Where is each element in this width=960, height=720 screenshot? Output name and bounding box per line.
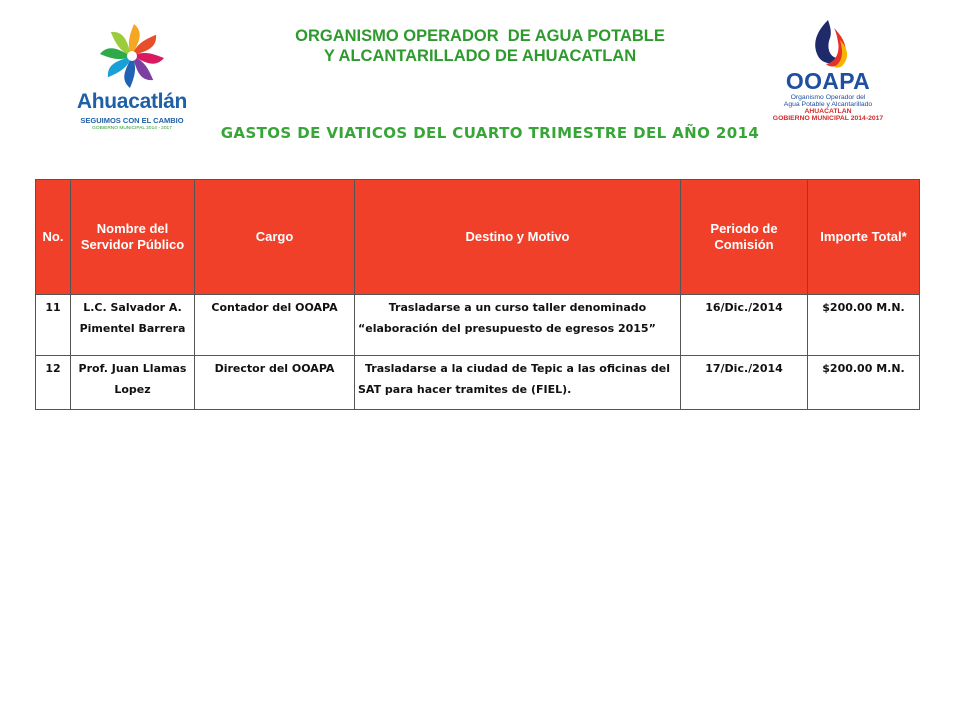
cell-importe: $200.00 M.N.	[808, 356, 920, 410]
ooapa-logo	[768, 18, 888, 122]
cell-cargo: Director del OOAPA	[195, 356, 355, 410]
cell-destino: Trasladarse a la ciudad de Tepic a las oficinas del SAT para hacer tramites de (FIEL).	[355, 356, 681, 410]
header-importe: Importe Total*	[808, 180, 920, 295]
viaticos-table	[35, 179, 920, 410]
cell-nombre: L.C. Salvador A. Pimentel Barrera	[71, 295, 195, 356]
header-periodo: Periodo de Comisión	[681, 180, 808, 295]
cell-nombre: Prof. Juan Llamas Lopez	[71, 356, 195, 410]
logo-left-tagline: SEGUIMOS CON EL CAMBIO	[80, 116, 184, 125]
header-cargo: Cargo	[195, 180, 355, 295]
title-line-2: Y ALCANTARILLADO DE AHUACATLAN	[323, 47, 637, 65]
logo-left-name: Ahuacatlán	[76, 90, 188, 113]
logo-right-line-2: Agua Potable y Alcantarillado	[783, 101, 873, 108]
cell-periodo: 17/Dic./2014	[681, 356, 808, 410]
cell-no: 12	[36, 356, 71, 410]
logo-right-line-3: AHUACATLAN	[804, 108, 852, 115]
header-no: No.	[36, 180, 71, 295]
table-row	[36, 356, 920, 410]
cell-cargo: Contador del OOAPA	[195, 295, 355, 356]
logo-right-line-4: GOBIERNO MUNICIPAL 2014-2017	[772, 115, 884, 122]
pinwheel-logo-icon	[52, 20, 212, 92]
title-line-1: ORGANISMO OPERADOR DE AGUA POTABLE	[295, 27, 665, 45]
logo-left-sub: GOBIERNO MUNICIPAL 2014 - 2017	[92, 126, 172, 131]
logo-right-line-1: Organismo Operador del	[790, 94, 866, 101]
cell-no: 11	[36, 295, 71, 356]
table-row	[36, 295, 920, 356]
cell-destino: Trasladarse a un curso taller denominado “elaboración del presupuesto de egresos 2015”	[355, 295, 681, 356]
logo-right-name: OOAPA	[785, 68, 871, 94]
table-header-row	[36, 180, 920, 295]
flame-drop-logo-icon	[768, 18, 888, 70]
ahuacatlan-logo	[52, 20, 212, 131]
cell-periodo: 16/Dic./2014	[681, 295, 808, 356]
header-nombre: Nombre del Servidor Público	[71, 180, 195, 295]
page-subtitle: GASTOS DE VIATICOS DEL CUARTO TRIMESTRE DEL AÑO 2014	[220, 124, 760, 142]
organization-title	[210, 26, 750, 66]
cell-importe: $200.00 M.N.	[808, 295, 920, 356]
header-destino: Destino y Motivo	[355, 180, 681, 295]
